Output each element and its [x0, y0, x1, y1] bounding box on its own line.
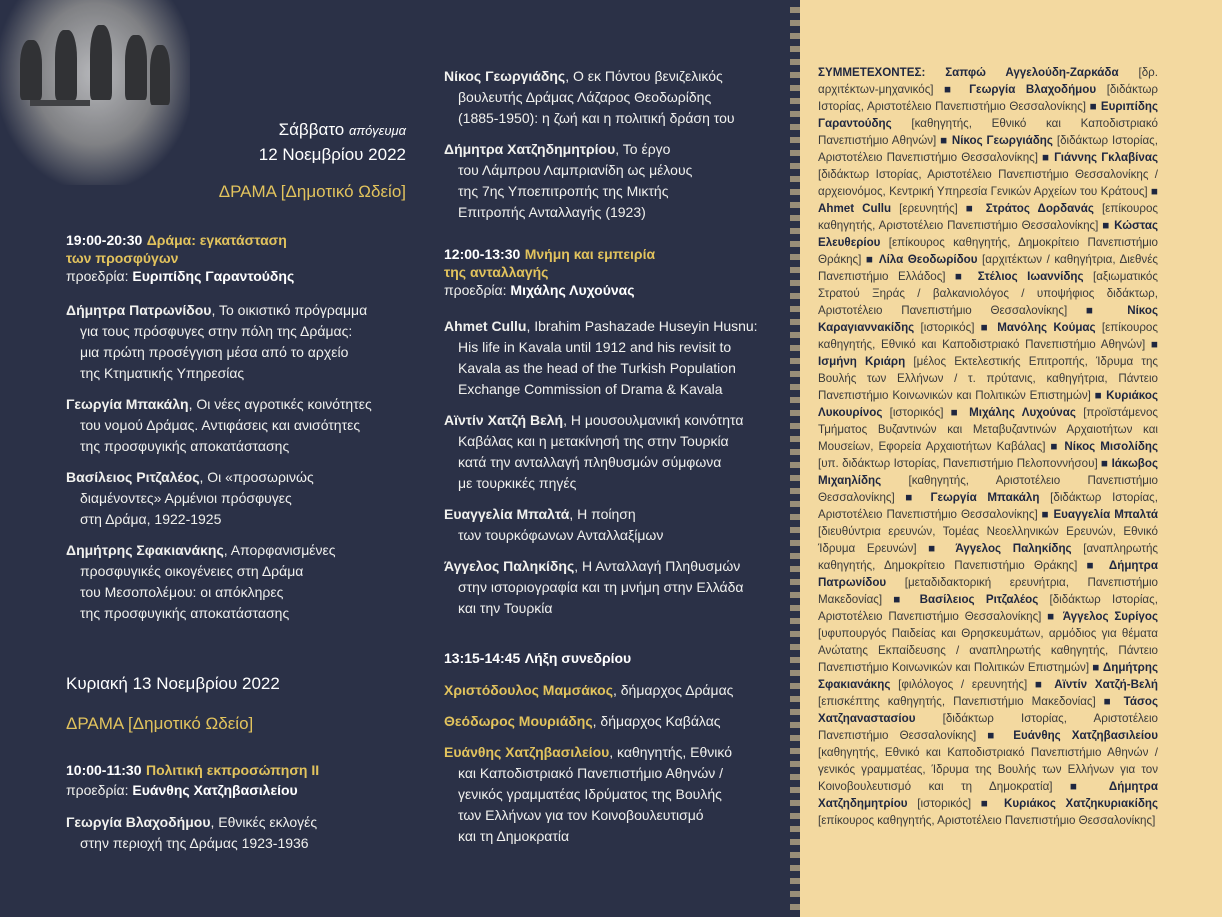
talk-title: , Ibrahim Pashazade Huseyin Husnu: [526, 318, 758, 334]
participant-affiliation: [ιστορικός] [889, 406, 944, 419]
participant-affiliation: [επίκουρος καθηγητής, Εθνικό και Καποδιστριακό Πανεπιστήμιο Αθηνών] [818, 321, 1158, 351]
talk-title-line: Επιτροπής Ανταλλαγής (1923) [458, 204, 646, 220]
program-talk [444, 711, 784, 732]
separator-icon: ■ [987, 729, 1014, 742]
separator-icon: ■ [1041, 508, 1054, 521]
participant-name: Γεωργία Βλαχοδήμου [969, 83, 1097, 96]
talk-speaker: Χριστόδουλος Μαμσάκος [444, 682, 613, 698]
session-time: 19:00-20:30 [66, 232, 143, 248]
participant-affiliation: [επίκουρος καθηγητής, Αριστοτέλειο Πανεπιστήμιο Θεσσαλονίκης] [818, 202, 1158, 232]
participant-name: Ευάνθης Χατζηβασιλείου [1013, 729, 1158, 742]
separator-icon: ■ [1085, 304, 1128, 317]
participant-affiliation: [διδάκτωρ Ιστορίας, Αριστοτέλειο Πανεπιστήμιο Θεσσαλονίκης] [818, 593, 1158, 623]
participant-name: Κυριάκος Χατζηκυριακίδης [1004, 797, 1158, 810]
program-talk [444, 680, 784, 701]
participant-name: Δήμητρα Πατρωνίδου [818, 559, 1158, 589]
col2-session [444, 246, 784, 301]
talk-speaker: Δημήτρης Σφακιανάκης [66, 542, 224, 558]
talk-title: , Οι «προσωρινώς [199, 469, 314, 485]
separator-icon: ■ [1050, 440, 1065, 453]
day2-date: Κυριακή 13 Νοεμβρίου 2022 [66, 674, 280, 693]
talk-speaker: Άγγελος Παληκίδης [444, 558, 575, 574]
col2-talks-b [444, 306, 784, 619]
program-talk [444, 316, 784, 400]
talk-title-line: των τουρκόφωνων Ανταλλαξίμων [458, 527, 664, 543]
talk-title-line: βουλευτής Δράμας Λάζαρος Θεοδωρίδης [458, 89, 712, 105]
separator-icon: ■ [950, 406, 970, 419]
talk-title: , καθηγητής, Εθνικό [609, 744, 733, 760]
participants-list [818, 64, 1158, 829]
separator-icon: ■ [865, 253, 879, 266]
separator-icon: ■ [1094, 389, 1107, 402]
participant-affiliation: [επίκουρος καθηγητής, Δημοκρίτειο Πανεπιστήμιο Θράκης] [818, 236, 1158, 266]
separator-icon: ■ [965, 202, 986, 215]
session-time: 12:00-13:30 [444, 246, 521, 262]
session-title-cont: της ανταλλαγής [444, 264, 549, 280]
participant-name: Ahmet Cullu [818, 202, 892, 215]
col2-talks-a [444, 56, 784, 223]
participant-affiliation: [μέλος Εκτελεστικής Επιτροπής, Ίδρυμα της Βουλής των Ελλήνων / τ. πρύτανις, καθηγήτρια, Πάντειο Πανεπιστήμιο Κοινωνικών και Πολιτικών Επιστημών] [818, 355, 1158, 402]
talk-title-line: με τουρκικές πηγές [458, 475, 577, 491]
day1-time-of-day: απόγευμα [348, 123, 406, 138]
talk-title-line: διαμένοντες» Αρμένιοι πρόσφυγες [80, 490, 292, 506]
separator-icon: ■ [955, 270, 978, 283]
talk-title: , Εθνικές εκλογές [210, 814, 318, 830]
participant-affiliation: [αρχιτέκτων / καθηγήτρια, Διεθνές Πανεπιστήμιο Ελλάδος] [818, 253, 1158, 283]
talk-title-line: του Λάμπρου Λαμπριανίδη ως μέλους [458, 162, 693, 178]
program-talk [444, 742, 784, 847]
separator-icon: ■ [1103, 695, 1124, 708]
separator-icon: ■ [893, 593, 920, 606]
participant-affiliation: [αξιωματικός Στρατού Ξηράς / βαλκανιολόγος / υποψήφιος διδάκτωρ, Αριστοτέλειο Πανεπιστήμιο Θεσσαλονίκης] [818, 270, 1158, 317]
talk-title-line: του Μεσοπολέμου: οι απόκληρες [80, 584, 284, 600]
talk-speaker: Αϊντίν Χατζή Βελή [444, 412, 564, 428]
talk-title-line: μια πρώτη προσέγγιση μέσα από το αρχείο [80, 344, 349, 360]
talk-title: , Το έργο [615, 141, 671, 157]
talk-speaker: Γεωργία Βλαχοδήμου [66, 814, 211, 830]
separator-icon: ■ [1101, 457, 1112, 470]
separator-icon: ■ [1092, 661, 1103, 674]
day1-weekday: Σάββατο [278, 120, 345, 139]
participant-affiliation: [διδάκτωρ Ιστορίας, Αριστοτέλειο Πανεπιστήμιο Θεσσαλονίκης] [818, 83, 1158, 113]
talk-speaker: Νίκος Γεωργιάδης [444, 68, 566, 84]
separator-icon: ■ [944, 83, 970, 96]
participant-affiliation: [διευθύντρια ερευνών, Τομέας Νεοελληνικών Ερευνών, Εθνικό Ίδρυμα Ερευνών] [818, 525, 1158, 555]
participant-name: Μανόλης Κούμας [997, 321, 1096, 334]
separator-icon: ■ [940, 134, 952, 147]
talk-title: , Το οικιστικό πρόγραμμα [211, 302, 368, 318]
participant-name: Νίκος Μισολίδης [1064, 440, 1158, 453]
participant-affiliation: [μεταδιδακτορική ερευνήτρια, Πανεπιστήμιο Μακεδονίας] [818, 576, 1158, 606]
participant-affiliation: [διδάκτωρ Ιστορίας, Αριστοτέλειο Πανεπιστήμιο Θεσσαλονίκης] [818, 134, 1158, 164]
participants-label: ΣΥΜΜΕΤΕΧΟΝΤΕΣ: [818, 66, 926, 79]
program-talk [66, 300, 406, 384]
talk-title: , Απορφανισμένες [223, 542, 336, 558]
talk-speaker: Ahmet Cullu [444, 318, 527, 334]
participant-name: Ιάκωβος Μιχαηλίδης [818, 457, 1158, 487]
program-talk [66, 467, 406, 530]
session-title: Δράμα: εγκατάσταση [146, 232, 287, 248]
talk-title-line: Kavala as the head of the Turkish Population [458, 360, 736, 376]
talk-title-line: στην περιοχή της Δράμας 1923-1936 [80, 835, 309, 851]
participant-name: Αϊντίν Χατζή-Βελή [1054, 678, 1158, 691]
session-time: 13:15-14:45 [444, 650, 521, 666]
day1-session [66, 232, 406, 287]
participant-name: Γεωργία Μπακάλη [930, 491, 1040, 504]
day2-venue: ΔΡΑΜΑ [Δημοτικό Ωδείο] [66, 714, 254, 733]
participant-affiliation: [επίκουρος καθηγητής, Αριστοτέλειο Πανεπιστήμιο Θεσσαλονίκης] [818, 814, 1156, 827]
program-talk [444, 66, 784, 129]
session-chair: προεδρία: Μιχάλης Λυχούνας [444, 282, 635, 298]
separator-icon: ■ [905, 491, 931, 504]
participant-affiliation: [υφυπουργός Παιδείας και Θρησκευμάτων, αρμόδιος για θέματα Ανώτατης Εκπαίδευσης / αναπληρωτής καθηγητής, Πάντειο Πανεπιστήμιο Κοινωνικών και Πολιτικών Επιστημών] [818, 627, 1158, 674]
program-talk [66, 394, 406, 457]
participant-name: Κυριάκος Λυκουρίνος [818, 389, 1158, 419]
participant-name: Δήμητρα Χατζηδημητρίου [818, 780, 1158, 810]
talk-title-line: στη Δράμα, 1922-1925 [80, 511, 222, 527]
participant-name: Βασίλειος Ριτζαλέος [919, 593, 1039, 606]
participant-affiliation: [καθηγητής, Αριστοτέλειο Πανεπιστήμιο Θεσσαλονίκης] [818, 474, 1158, 504]
talk-title-line: της προσφυγικής αποκατάστασης [80, 438, 290, 454]
participant-affiliation: [δρ. αρχιτέκτων-μηχανικός] [818, 66, 1158, 96]
separator-icon: ■ [1047, 610, 1063, 623]
participant-affiliation: [επισκέπτης καθηγητής, Πανεπιστήμιο Μακεδονίας] [818, 695, 1096, 708]
talk-title-line: και Καποδιστριακό Πανεπιστήμιο Αθηνών / [458, 765, 724, 781]
separator-icon: ■ [980, 321, 998, 334]
participant-affiliation: [καθηγητής, Εθνικό και Καποδιστριακό Πανεπιστήμιο Αθηνών] [818, 117, 1158, 147]
day1-venue: ΔΡΑΜΑ [Δημοτικό Ωδείο] [218, 182, 406, 201]
talk-title-line: στην ιστοριογραφία και τη μνήμη στην Ελλάδα [458, 579, 744, 595]
talk-title-line: His life in Kavala until 1912 and his revisit to [458, 339, 732, 355]
participant-affiliation: [ιστορικός] [920, 321, 975, 334]
talk-title-line: του νομού Δράμας. Αντιφάσεις και ανισότητες [80, 417, 361, 433]
participant-name: Στράτος Δορδανάς [985, 202, 1094, 215]
talk-speaker: Γεωργία Μπακάλη [66, 396, 189, 412]
participant-name: Ευαγγελία Μπαλτά [1053, 508, 1158, 521]
talk-title-line: κατά την ανταλλαγή πληθυσμών σύμφωνα [458, 454, 722, 470]
talk-title: , Η μουσουλμανική κοινότητα [563, 412, 744, 428]
closing-items [444, 670, 784, 847]
separator-icon: ■ [980, 797, 1005, 810]
participant-name: Σαπφώ Αγγελούδη-Ζαρκάδα [945, 66, 1119, 79]
talk-title-line: και την Τουρκία [458, 600, 553, 616]
participant-affiliation: [ιστορικός] [917, 797, 972, 810]
participant-affiliation: [καθηγητής, Εθνικό και Καποδιστριακό Πανεπιστήμιο Αθηνών / γενικός γραμματέας, Ίδρυμα της Βουλής των Ελλήνων για τον Κοινοβουλευτισμό και τη Δημοκρατία] [818, 746, 1158, 793]
talk-speaker: Δήμητρα Χατζηδημητρίου [444, 141, 616, 157]
session-title: Πολιτική εκπροσώπηση ΙΙ [145, 762, 320, 778]
program-talk [444, 410, 784, 494]
talk-title-line: της Κτηματικής Υπηρεσίας [80, 365, 245, 381]
participant-name: Νίκος Γεωργιάδης [951, 134, 1053, 147]
separator-icon: ■ [1102, 219, 1115, 232]
participant-name: Νίκος Καραγιαννακίδης [818, 304, 1158, 334]
participant-affiliation: [προϊστάμενος Τμήματος Βυζαντινών και Μεταβυζαντινών Αρχαιοτήτων και Μουσείων, Εφορεία Αρχαιοτήτων Καβάλας] [818, 406, 1158, 453]
talk-title: , Η Ανταλλαγή Πληθυσμών [574, 558, 741, 574]
participant-affiliation: [διδάκτωρ Ιστορίας, Αριστοτέλειο Πανεπιστήμιο Θεσσαλονίκης / αρχειονόμος, Κεντρική Υπηρεσία Γενικών Αρχείων του Κράτους] [818, 168, 1158, 198]
participant-name: Ισμήνη Κριάρη [818, 355, 906, 368]
program-talk [66, 540, 406, 624]
talk-title: , Η ποίηση [569, 506, 636, 522]
historic-group-photo [0, 0, 190, 185]
participant-affiliation: [διδάκτωρ Ιστορίας, Αριστοτέλειο Πανεπιστήμιο Θεσσαλονίκης] [818, 712, 1158, 742]
talk-title-line: για τους πρόσφυγες στην πόλη της Δράμας: [80, 323, 353, 339]
session-chair: προεδρία: Ευάνθης Χατζηβασιλείου [66, 782, 298, 798]
talk-speaker: Ευάνθης Χατζηβασιλείου [444, 744, 610, 760]
program-talk [66, 812, 406, 854]
talk-title-line: Καβάλας και η μετακίνησή της στην Τουρκία [458, 433, 729, 449]
program-talk [444, 504, 784, 546]
session-title: Λήξη συνεδρίου [524, 650, 632, 666]
separator-icon: ■ [1086, 559, 1109, 572]
day2-session [66, 762, 406, 801]
talk-speaker: Βασίλειος Ριτζαλέος [66, 469, 200, 485]
day2-talk [66, 802, 406, 854]
separator-icon: ■ [1150, 338, 1158, 351]
talk-title-line: και τη Δημοκρατία [458, 828, 570, 844]
participant-affiliation: [διδάκτωρ Ιστορίας, Αριστοτέλειο Πανεπιστήμιο Θεσσαλονίκης] [818, 491, 1158, 521]
session-chair: προεδρία: Ευριπίδης Γαραντούδης [66, 268, 295, 284]
participant-affiliation: [φιλόλογος / ερευνητής] [898, 678, 1028, 691]
participant-name: Άγγελος Συρίγος [1062, 610, 1158, 623]
participant-affiliation: [ερευνητής] [899, 202, 958, 215]
participant-name: Τάσος Χατζηαναστασίου [818, 695, 1158, 725]
talk-title-line: της προσφυγικής αποκατάστασης [80, 605, 290, 621]
session-title: Μνήμη και εμπειρία [524, 246, 656, 262]
separator-icon: ■ [1089, 100, 1101, 113]
separator-icon: ■ [1150, 185, 1158, 198]
participant-name: Στέλιος Ιωαννίδης [977, 270, 1084, 283]
talk-title: , Οι νέες αγροτικές κοινότητες [188, 396, 372, 412]
talk-title-line: των Ελλήνων για τον Κοινοβουλευτισμό [458, 807, 704, 823]
talk-speaker: Θεόδωρος Μουριάδης [444, 713, 593, 729]
talk-title-line: (1885-1950): η ζωή και η πολιτική δράση του [458, 110, 735, 126]
talk-title-line: της 7ης Υποεπιτροπής της Μικτής [458, 183, 669, 199]
participant-name: Άγγελος Παληκίδης [955, 542, 1072, 555]
talk-title-line: προσφυγικές οικογένειες στη Δράμα [80, 563, 304, 579]
talk-title-line: γενικός γραμματέας Ιδρύματος της Βουλής [458, 786, 722, 802]
participant-name: Μιχάλης Λυχούνας [969, 406, 1076, 419]
day1-talks [66, 290, 406, 624]
day1-date-text: 12 Νοεμβρίου 2022 [258, 145, 406, 164]
session-time: 10:00-11:30 [66, 762, 142, 778]
talk-title: , δήμαρχος Δράμας [612, 682, 734, 698]
separator-icon: ■ [1042, 151, 1055, 164]
program-talk [444, 556, 784, 619]
talk-title: , Ο εκ Πόντου βενιζελικός [565, 68, 723, 84]
participant-affiliation: [αναπληρωτής καθηγητής, Δημοκρίτειο Πανεπιστήμιο Θράκης] [818, 542, 1158, 572]
participant-affiliation: [υπ. διδάκτωρ Ιστορίας, Πανεπιστήμιο Πελοποννήσου] [818, 457, 1098, 470]
participant-name: Γιάννης Γκλαβίνας [1054, 151, 1158, 164]
talk-speaker: Ευαγγελία Μπαλτά [444, 506, 570, 522]
participant-name: Κώστας Ελευθερίου [818, 219, 1158, 249]
separator-icon: ■ [1070, 780, 1109, 793]
day1-date [259, 118, 406, 167]
talk-speaker: Δήμητρα Πατρωνίδου [66, 302, 212, 318]
separator-icon: ■ [1034, 678, 1055, 691]
participant-name: Ευριπίδης Γαραντούδης [818, 100, 1158, 130]
separator-icon: ■ [928, 542, 956, 555]
participant-name: Δημήτρης Σφακιανάκης [818, 661, 1158, 691]
participant-name: Λίλα Θεοδωρίδου [878, 253, 978, 266]
talk-title-line: Exchange Commission of Drama & Kavala [458, 381, 723, 397]
talk-title: , δήμαρχος Καβάλας [592, 713, 721, 729]
session-title-cont: των προσφύγων [66, 250, 179, 266]
program-talk [444, 139, 784, 223]
closing-session [444, 650, 784, 668]
